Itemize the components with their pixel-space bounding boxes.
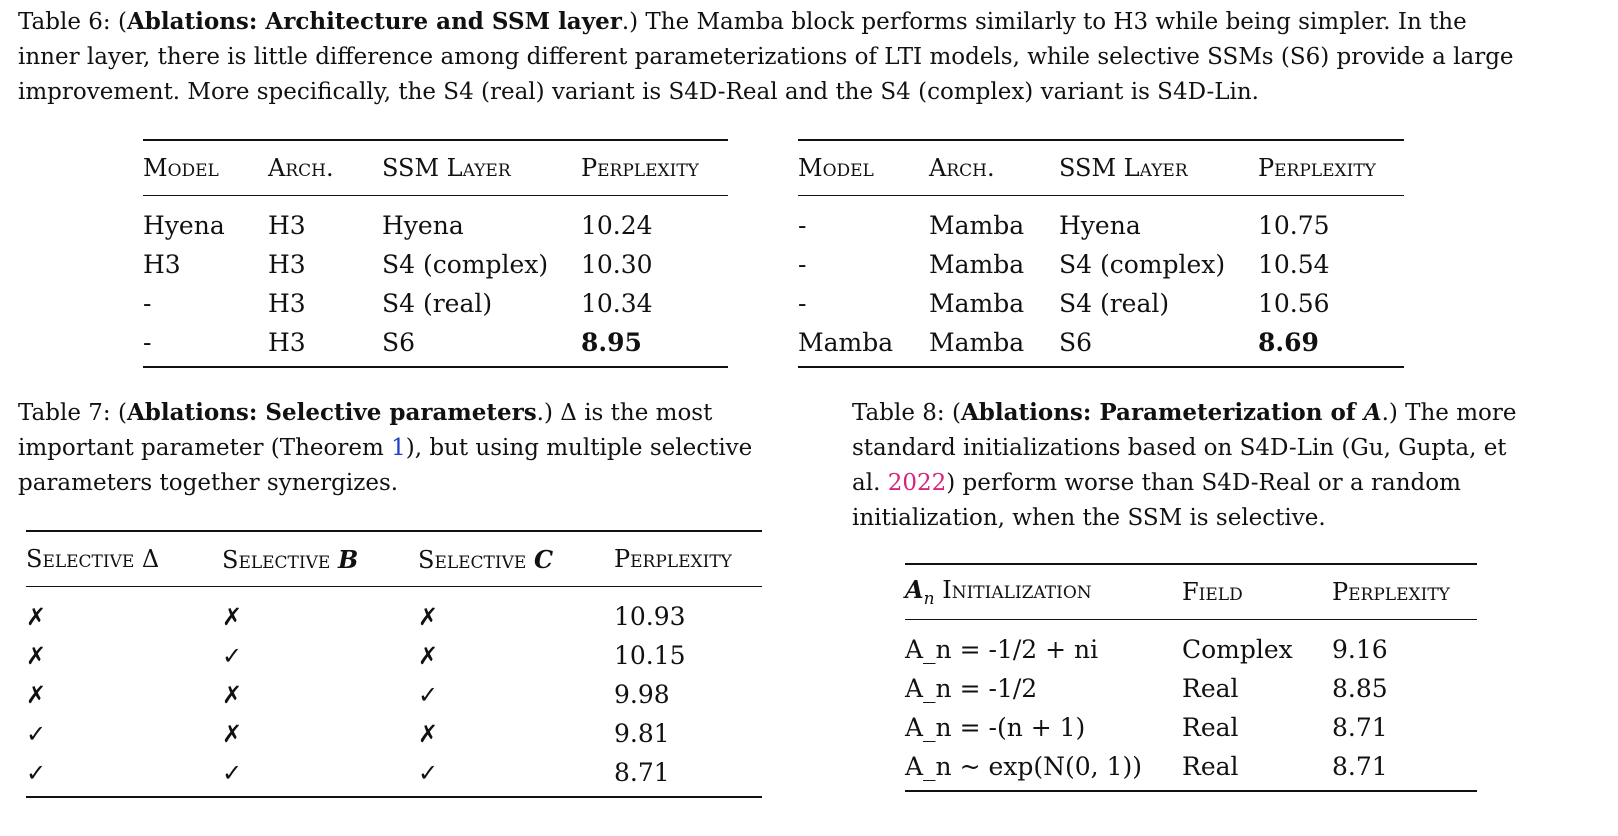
table-row [905, 669, 1477, 708]
cell-field: Real [1182, 752, 1239, 781]
col-header-model: Model [143, 154, 219, 182]
table8-caption-label: Table 8: ( [852, 400, 961, 426]
cell-arch: H3 [268, 328, 306, 357]
cell-arch: Mamba [929, 328, 1025, 357]
col-header-an-initialization [905, 564, 1182, 620]
table-row [143, 284, 728, 323]
var-c: C [533, 544, 554, 574]
table6-caption-text: .) The Mamba block performs similarly to H3 while being simpler. In the inner layer, there is little difference among different parameterizations of LTI models, while selective SSMs (S6) provide a large improvement. More specifically, the S4 (real) variant is S4D-Real and the S4 (complex) variant is S4D-Lin. [18, 9, 1514, 105]
cell-perplexity: 10.75 [1258, 211, 1330, 240]
cell-perplexity: 10.30 [581, 250, 653, 279]
cell-model: Hyena [143, 211, 225, 240]
table6-caption [18, 4, 1534, 110]
cell-selective-c: ✗ [418, 602, 439, 631]
table8-caption-text: .) The more standard initializations based on S4D-Lin (Gu, Gupta, et al. [852, 400, 1517, 496]
table6-left [143, 139, 728, 368]
cell-perplexity: 9.98 [614, 680, 670, 709]
cell-initialization-formula: A_n = -(n + 1) [905, 713, 1086, 742]
cell-field: Complex [1182, 635, 1293, 664]
table7 [26, 530, 762, 798]
col-header-arch: Arch. [929, 154, 995, 182]
cell-selective-c: ✓ [418, 758, 439, 787]
table-row [143, 245, 728, 284]
cell-model: Mamba [798, 328, 894, 357]
cell-perplexity: 10.34 [581, 289, 653, 318]
cell-selective-b: ✗ [222, 719, 243, 748]
cell-model: - [798, 250, 807, 279]
table8 [905, 563, 1477, 792]
table-row [143, 323, 728, 367]
cell-selective-b: ✓ [222, 758, 243, 787]
col-header-selective-b [222, 531, 418, 587]
var-a: A [1363, 399, 1382, 426]
cell-field: Real [1182, 674, 1239, 703]
cell-selective-delta: ✗ [26, 602, 47, 631]
table8-caption [852, 395, 1542, 536]
cell-ssm-layer: S4 (complex) [1059, 250, 1226, 279]
cell-selective-delta: ✗ [26, 680, 47, 709]
table8-caption-text-end: ) perform worse than S4D-Real or a random initialization, when the SSM is selective. [852, 470, 1461, 531]
theorem-ref-link[interactable]: 1 [391, 435, 406, 461]
col-header-model: Model [798, 154, 874, 182]
cell-perplexity: 8.71 [1332, 713, 1388, 742]
col-header-perplexity: Perplexity [614, 545, 732, 573]
cell-perplexity: 9.16 [1332, 635, 1388, 664]
cell-perplexity-best: 8.69 [1258, 328, 1319, 357]
col-header-perplexity: Perplexity [1332, 578, 1450, 606]
col-header-selective-c [418, 531, 614, 587]
cell-perplexity: 10.93 [614, 602, 686, 631]
col-header-arch: Arch. [268, 154, 334, 182]
header-prefix: Selective [222, 545, 338, 574]
cell-initialization-formula: A_n = -1/2 [905, 674, 1038, 703]
var-n-subscript: n [923, 588, 935, 609]
cell-initialization-formula: A_n = -1/2 + ni [905, 635, 1099, 664]
cell-ssm-layer: S6 [382, 328, 416, 357]
cell-arch: Mamba [929, 211, 1025, 240]
table-row [798, 323, 1404, 367]
cell-selective-b: ✗ [222, 680, 243, 709]
cell-ssm-layer: Hyena [382, 211, 464, 240]
table7-caption-title: Ablations: Selective parameters [126, 399, 537, 426]
header-label: Initialization [934, 576, 1092, 605]
cell-perplexity-best: 8.95 [581, 328, 642, 357]
cell-model: - [143, 328, 152, 357]
table8-caption-title-text: Ablations: Parameterization of [960, 399, 1364, 426]
cell-model: - [143, 289, 152, 318]
cell-arch: Mamba [929, 289, 1025, 318]
table-row [26, 753, 762, 797]
cell-perplexity: 8.71 [614, 758, 670, 787]
table7-caption-text: .) Δ is the most important parameter (Theorem [18, 400, 713, 461]
cell-perplexity: 10.15 [614, 641, 686, 670]
table-row [798, 284, 1404, 323]
cell-arch: H3 [268, 250, 306, 279]
table-row [26, 675, 762, 714]
citation-link-2022[interactable]: 2022 [887, 470, 947, 496]
cell-ssm-layer: S4 (real) [1059, 289, 1170, 318]
cell-ssm-layer: S4 (complex) [382, 250, 549, 279]
cell-selective-b: ✓ [222, 641, 243, 670]
cell-ssm-layer: S6 [1059, 328, 1093, 357]
col-header-perplexity: Perplexity [1258, 154, 1376, 182]
col-header-selective-delta: Selective Δ [26, 545, 160, 573]
table7-caption-text-end: ), but using multiple selective parameters together synergizes. [18, 435, 753, 496]
cell-ssm-layer: S4 (real) [382, 289, 493, 318]
cell-arch: Mamba [929, 250, 1025, 279]
cell-selective-b: ✗ [222, 602, 243, 631]
cell-model: - [798, 289, 807, 318]
cell-selective-delta: ✓ [26, 758, 47, 787]
table6-caption-title: Ablations: Architecture and SSM layer [126, 8, 622, 35]
var-b: B [337, 544, 359, 574]
cell-selective-c: ✗ [418, 719, 439, 748]
cell-perplexity: 10.54 [1258, 250, 1330, 279]
table-row [26, 587, 762, 637]
table8-caption-title [961, 399, 1382, 426]
table6-caption-label: Table 6: ( [18, 9, 127, 35]
cell-perplexity: 10.56 [1258, 289, 1330, 318]
var-a: A [905, 575, 924, 605]
col-header-ssm-layer: SSM Layer [382, 154, 511, 182]
cell-field: Real [1182, 713, 1239, 742]
cell-model: - [798, 211, 807, 240]
cell-perplexity: 8.85 [1332, 674, 1388, 703]
cell-selective-c: ✓ [418, 680, 439, 709]
table7-caption-label: Table 7: ( [18, 400, 127, 426]
cell-initialization-formula: A_n ~ exp(N(0, 1)) [905, 752, 1142, 781]
table-row [143, 196, 728, 246]
col-header-ssm-layer: SSM Layer [1059, 154, 1188, 182]
cell-perplexity: 9.81 [614, 719, 670, 748]
table-row [798, 245, 1404, 284]
table-row [26, 714, 762, 753]
col-header-perplexity: Perplexity [581, 154, 699, 182]
header-prefix: Selective [418, 545, 534, 574]
cell-perplexity: 10.24 [581, 211, 653, 240]
table-row [26, 636, 762, 675]
table7-caption [18, 395, 788, 501]
cell-arch: H3 [268, 289, 306, 318]
table-row [798, 196, 1404, 246]
cell-selective-delta: ✗ [26, 641, 47, 670]
col-header-field: Field [1182, 578, 1243, 606]
table-row [905, 747, 1477, 791]
cell-selective-delta: ✓ [26, 719, 47, 748]
cell-arch: H3 [268, 211, 306, 240]
cell-perplexity: 8.71 [1332, 752, 1388, 781]
table-row [905, 620, 1477, 670]
table6-right [798, 139, 1404, 368]
table-row [905, 708, 1477, 747]
cell-model: H3 [143, 250, 181, 279]
cell-ssm-layer: Hyena [1059, 211, 1141, 240]
cell-selective-c: ✗ [418, 641, 439, 670]
